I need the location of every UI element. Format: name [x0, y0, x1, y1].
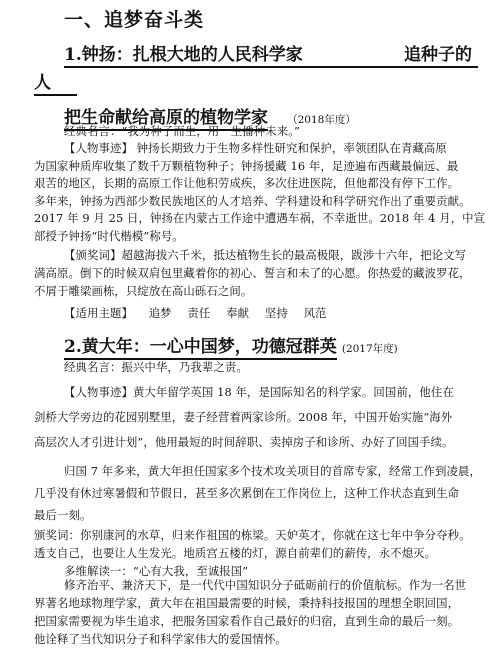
deeds-line: 艰苦的地区，长期的高原工作让他积劳成疾，多次住进医院，但他都没有停下工作。 — [34, 176, 460, 190]
reading-line: 修齐治平、兼济天下，是一代代中国知识分子砥砺前行的价值航标。作为一名世 — [64, 578, 467, 592]
reading-title: 多维解读一：“心有大我，至诚报国” — [64, 564, 249, 578]
article1-title-line2: 人 — [34, 68, 77, 93]
award-line: 不屑于雕梁画栋，只绽放在高山砾石之间。 — [34, 284, 253, 298]
deeds-line: 2017 年 9 月 25 日，钟扬在内蒙古工作途中遭遇车祸，不幸逝世。2018 年 4 月，中宣 — [34, 211, 486, 225]
reading-line: 他诠释了当代知识分子和科学家伟大的爱国情怀。 — [34, 632, 287, 646]
deeds-line: 剑桥大学旁边的花园别墅里，妻子经营着两家诊所。2008 年，中国开始实施“海外 — [34, 410, 453, 424]
award-line: 透支自己，也要让人生发光。地质宫五楼的灯，源自前辈们的薪传，永不熄灭。 — [34, 546, 437, 560]
article2-title-row — [64, 332, 398, 357]
deeds-line: 【人物事迹】黄大年留学英国 18 年，是国际知名的科学家。回国前，他住在 — [64, 385, 454, 399]
award-line: 【颁奖词】超越海拔六千米，抵达植物生长的最高极限，跋涉十六年，把论文写 — [64, 248, 467, 262]
theme-tag: 坚持 — [264, 306, 288, 320]
deeds-line: 【人物事迹】 钟扬长期致力于生物多样性研究和保护，率领团队在青藏高原 — [64, 141, 447, 155]
article1-deeds — [34, 140, 486, 245]
article1-title-line1 — [64, 40, 478, 68]
article2-title: 2.黄大年：一心中国梦，功德冠群英 — [64, 337, 337, 360]
after-return-line: 最后一刻。 — [34, 508, 92, 522]
theme-tag: 责任 — [187, 306, 211, 320]
deeds-line: 部授予钟扬“时代楷模”称号。 — [34, 228, 184, 243]
reading-line: 把国家需要视为毕生追求，把服务国家看作自己最好的归宿，直到生命的最后一刻。 — [34, 614, 460, 628]
deeds-line: 为国家种质库收集了数千万颗植物种子；钟扬援藏 16 年，足迹遍布西藏最偏远、最 — [34, 158, 459, 173]
section-title: 一、追梦奋斗类 — [64, 9, 205, 31]
award-line: 满高原。倒下的时候双肩包里藏着你的初心、誓言和未了的心愿。你热爱的藏波罗花， — [34, 266, 471, 280]
article1-quote: 经典名言：“我为种子而生，用一生播种未来。” — [64, 124, 300, 138]
article1-themes — [64, 304, 339, 323]
award-line: 颁奖词：你别康河的水草，归来作祖国的栋梁。天妒英才，你就在这七年中争分夺秒。 — [34, 528, 471, 542]
article2-deeds — [34, 380, 474, 455]
article2-award — [34, 526, 474, 562]
reading-line: 界著名地球物理学家，黄大年在祖国最需要的时候，秉持科技报国的理想全职回国， — [34, 596, 460, 610]
article1-title-right: 追种子的 — [404, 45, 472, 65]
deeds-line: 高层次人才引进计划”，他用最短的时间辞职、卖掉房子和诊所、办好了回国手续。 — [34, 435, 454, 449]
theme-tag: 追梦 — [148, 306, 172, 320]
after-return-line: 几乎没有休过寒暑假和节假日，甚至多次累倒在工作岗位上，这种工作状态直到生命 — [34, 486, 460, 500]
deeds-line: 多年来，钟扬为西部少数民族地区的人才培养、学科建设和科学研究作出了重要贡献。 — [34, 193, 471, 208]
article1-title-left: 1.钟扬：扎根大地的人民科学家 — [64, 45, 303, 65]
themes-label: 【适用主题】 — [64, 306, 133, 320]
article1-subtitle: 把生命献给高原的植物学家 — [64, 108, 268, 131]
article1-award — [34, 246, 474, 300]
article2-quote: 经典名言：振兴中华，乃我辈之责。 — [64, 360, 248, 374]
theme-tag: 奉献 — [226, 306, 250, 320]
article1-year: （2018年度） — [287, 114, 356, 126]
article2-reading-body — [34, 576, 474, 648]
after-return-line: 归国 7 年多来，黄大年担任国家多个技术攻关项目的首席专家，经常工作到凌晨， — [64, 464, 481, 478]
article2-year: (2017年度) — [341, 343, 398, 355]
article2-after-return — [34, 460, 481, 526]
theme-tag: 风范 — [303, 306, 327, 320]
